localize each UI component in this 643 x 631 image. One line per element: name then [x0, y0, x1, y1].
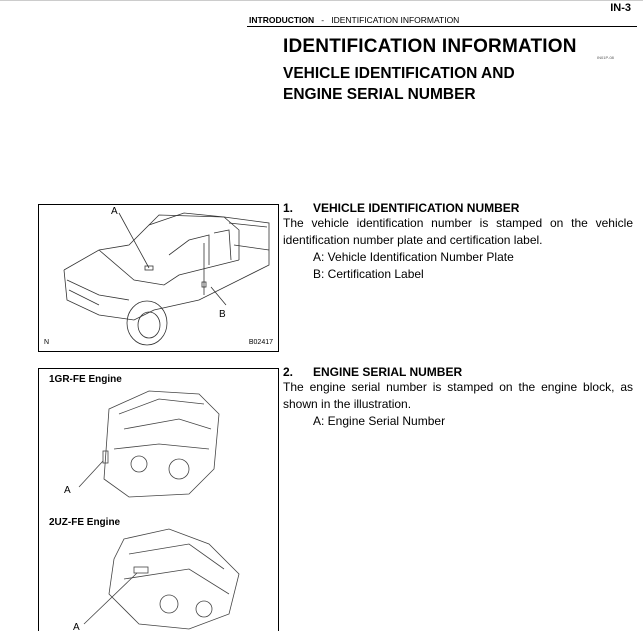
callout-a: A: [111, 206, 118, 217]
figure-id: B02417: [248, 339, 273, 346]
header-separator: -: [321, 15, 325, 25]
subtitle-line: VEHICLE IDENTIFICATION AND: [283, 65, 515, 82]
header-subsection: IDENTIFICATION INFORMATION: [331, 15, 460, 25]
callout-a-1gr: A: [64, 485, 71, 496]
engine-name-1gr: 1GR-FE Engine: [49, 374, 122, 385]
header-section: INTRODUCTION: [249, 15, 315, 25]
doc-code: IN01P-08: [597, 55, 614, 60]
engine-name-2uz: 2UZ-FE Engine: [49, 517, 121, 528]
subtitle-line: ENGINE SERIAL NUMBER: [283, 86, 476, 103]
section-engine-serial: [283, 365, 633, 430]
section-heading: 2. ENGINE SERIAL NUMBER: [283, 365, 463, 379]
section-heading: 1. VEHICLE IDENTIFICATION NUMBER: [283, 201, 520, 215]
engine-figure: [38, 368, 279, 631]
page-subtitle: [283, 63, 515, 105]
section-vehicle-id: [283, 201, 633, 283]
page-number: IN-3: [610, 2, 631, 14]
list-item: A: Vehicle Identification Number Plate: [313, 250, 514, 264]
figure-corner-label: N: [44, 339, 50, 346]
section-body: The engine serial number is stamped on the engine block, as shown in the illustration.: [283, 380, 633, 411]
callout-a-2uz: A: [73, 622, 80, 631]
engine-illustrations: [39, 369, 278, 631]
section-body: The vehicle identification number is stamped on the vehicle identification number plate and certification label.: [283, 216, 633, 247]
truck-illustration: [39, 205, 278, 351]
list-item: B: Certification Label: [313, 267, 424, 281]
page-title: IDENTIFICATION INFORMATION: [283, 36, 577, 57]
header-rule: [247, 26, 637, 27]
vehicle-figure: [38, 204, 279, 352]
list-item: A: Engine Serial Number: [313, 414, 446, 428]
callout-b: B: [219, 309, 226, 320]
running-header: [249, 15, 459, 25]
